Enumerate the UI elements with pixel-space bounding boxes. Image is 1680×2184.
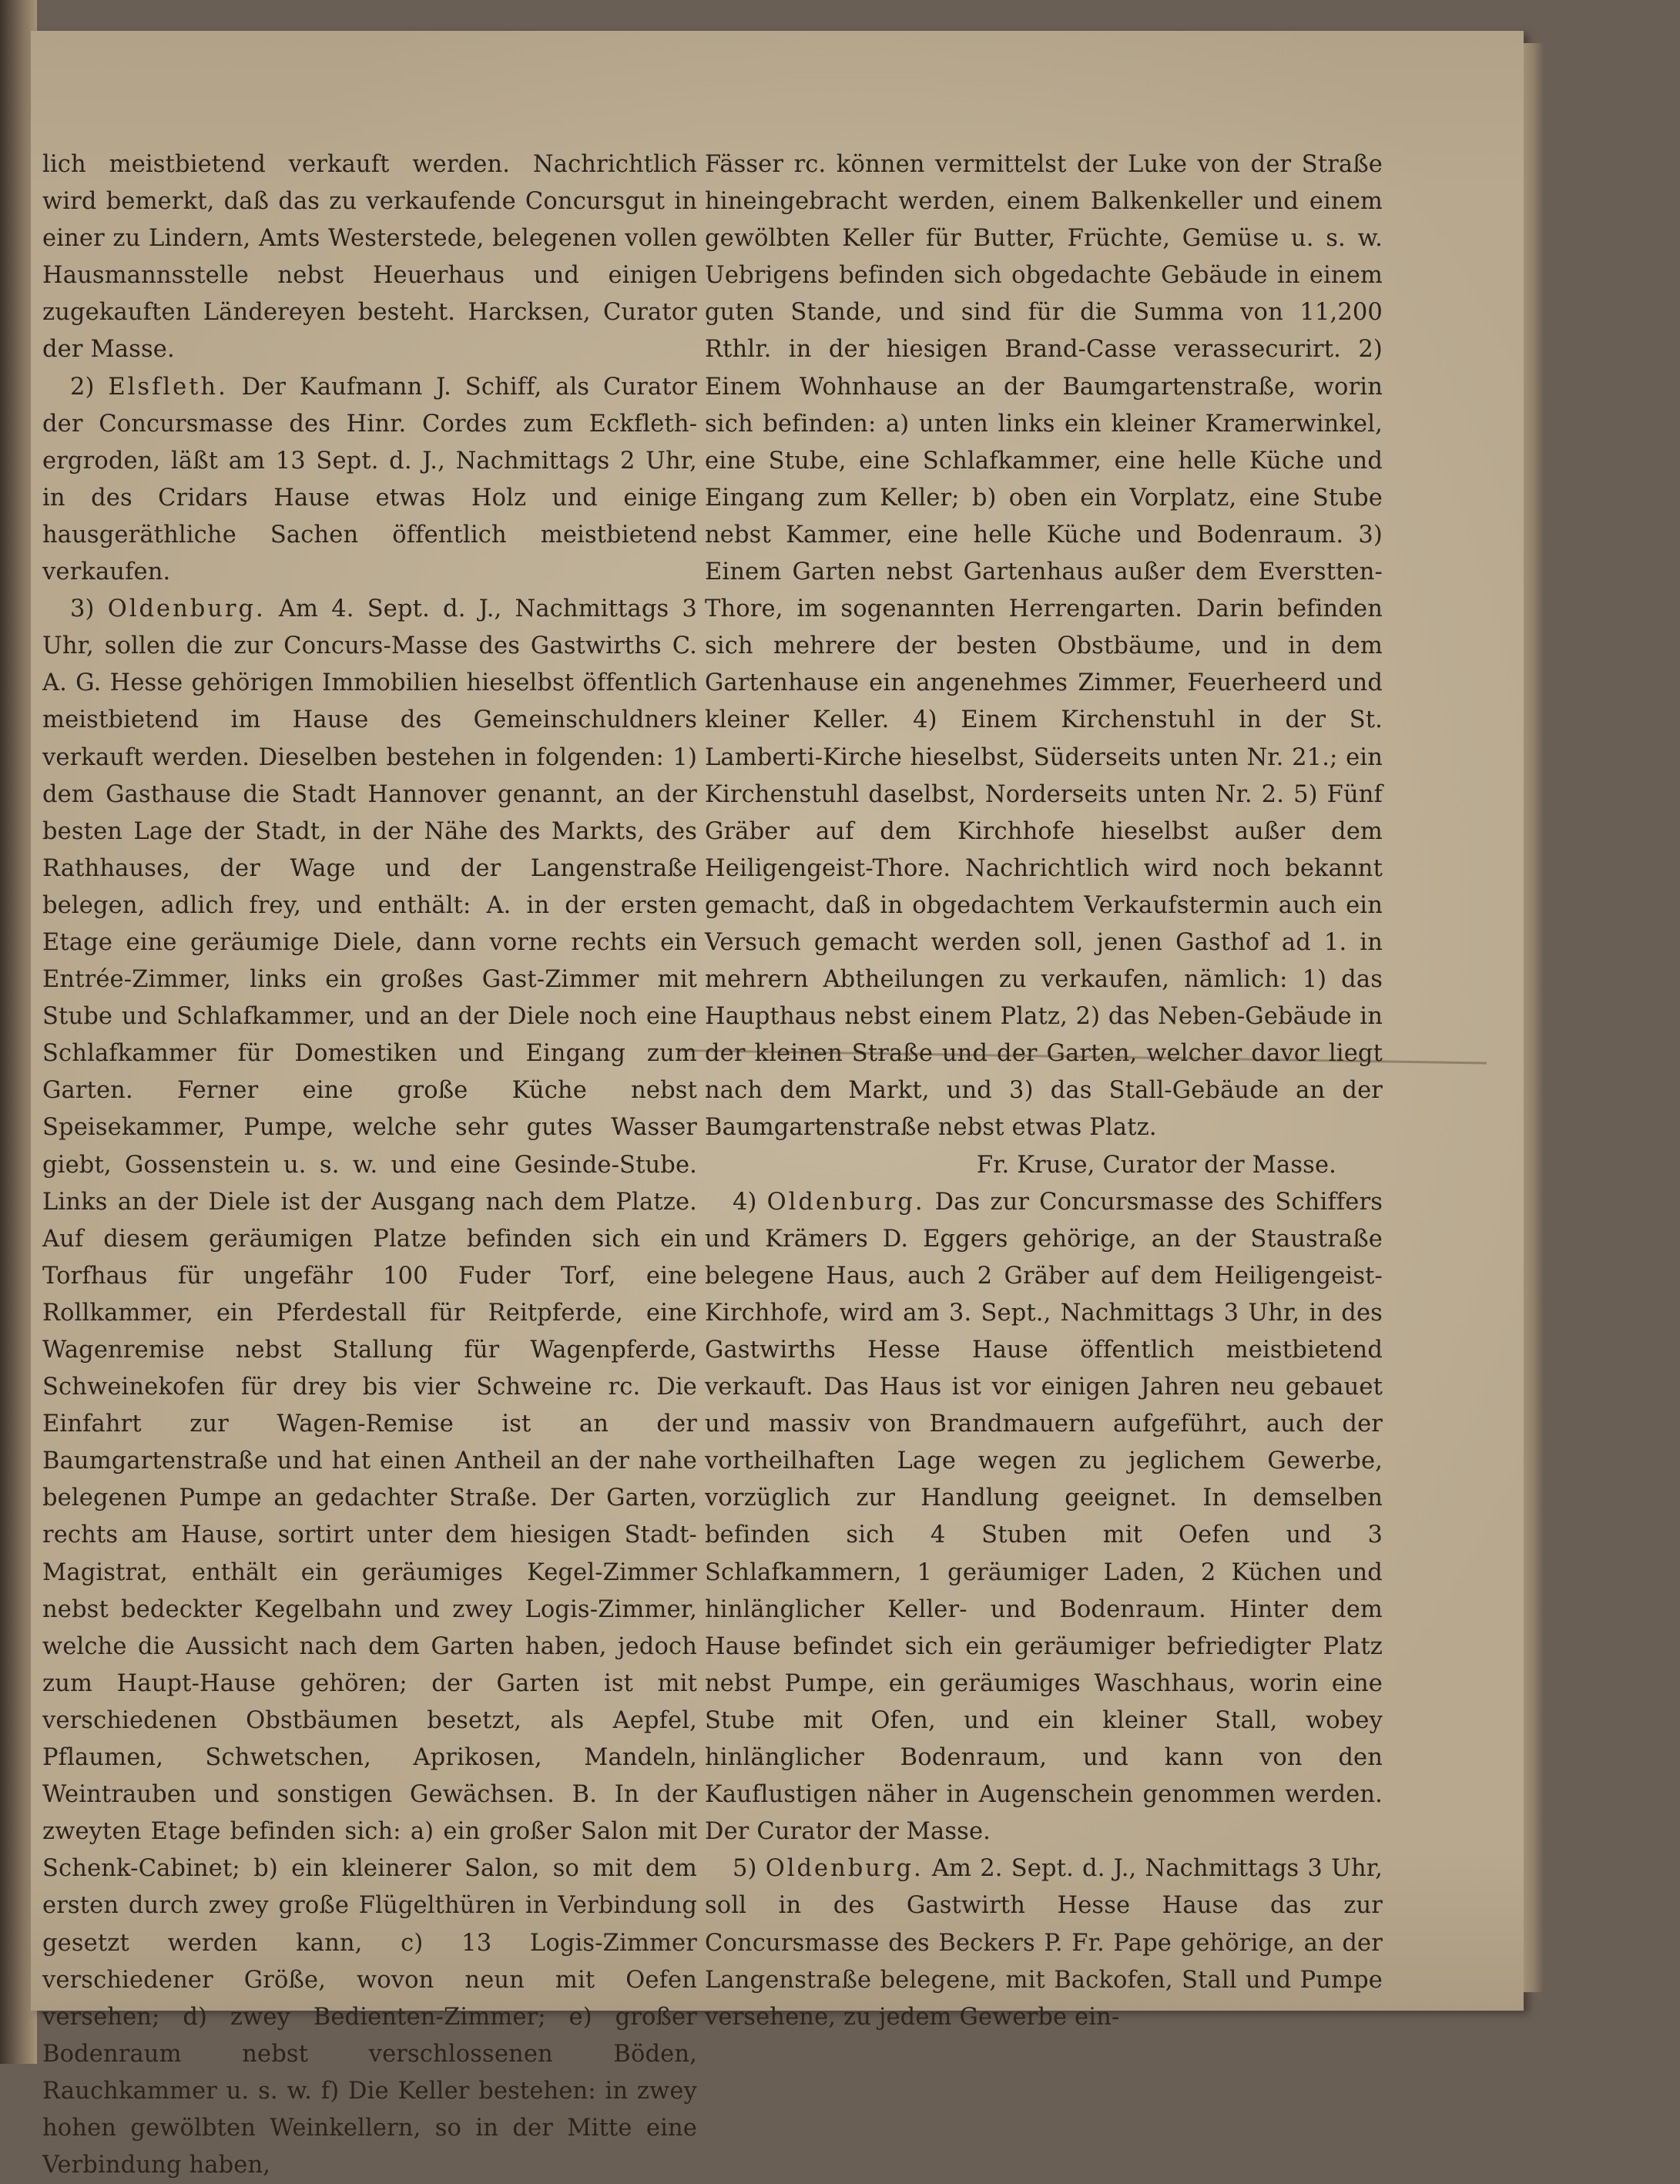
notice-text: Am 4. Sept. d. J., Nachmittags 3 Uhr, sollen die zur Concurs-Masse des Gastwirths C. A. G. Hesse gehörigen Immobilien hieselbst öffentlich meistbietend im Hause des Gemeinschuldners verkauft werden. Dieselben bestehen in folgenden: 1) dem Gasthause die Stadt Hannover genannt, an der besten Lage der Stadt, in der Nähe des Markts, des Rathhauses, der Wage und der Langenstraße belegen, adlich frey, und enthält: A. in der ersten Etage eine geräumige Diele, dann vorne rechts ein Entrée-Zimmer, links ein großes Gast-Zimmer mit Stube und Schlafkammer, und an der Diele noch eine Schlafkammer für Domestiken und Eingang zum Garten. Ferner eine große Küche nebst Speisekammer, Pumpe, welche sehr gutes Wasser giebt, Gossenstein u. s. w. und eine Gesinde-Stube. Links an der Diele ist der Ausgang nach dem Platze. Auf diesem geräumigen Platze befinden sich ein Torfhaus für ungefähr 100 Fuder Torf, eine Rollkammer, ein Pferdestall für Reitpferde, eine Wagenremise nebst Stallung für Wagenpferde, Schweinekofen für drey bis vier Schweine rc. Die Einfahrt zur Wagen-Remise ist an der Baumgartenstraße und hat einen Antheil an der nahe belegenen Pumpe an gedachter Straße. Der Garten, rechts am Hause, sortirt unter dem hiesigen Stadt-Magistrat, enthält ein geräumiges Kegel-Zimmer nebst bedeckter Kegelbahn und zwey Logis-Zimmer, welche die Aussicht nach dem Garten haben, jedoch zum Haupt-Hause gehören; der Garten ist mit verschiedenen Obstbäumen besetzt, als Aepfel, Pflaumen, Schwetschen, Aprikosen, Mandeln, Weintrauben und sonstigen Gewächsen. B. In der zweyten Etage befinden sich: a) ein großer Salon mit Schenk-Cabinet; b) ein kleinerer Salon, so mit dem ersten durch zwey große Flügelthüren in Verbindung gesetzt werden kann, c) 13 Logis-Zimmer verschiedener Größe, wovon neun mit Oefen versehen; d) zwey Bedienten-Zimmer; e) großer Bodenraum nebst verschlossenen Böden, Rauchkammer u. s. w. f) Die Keller bestehen: in zwey hohen gewölbten Weinkellern, so in der Mitte eine Verbindung haben, <box>42 595 697 2179</box>
notice-oldenburg-3 <box>42 591 697 2184</box>
right-paragraph-1: Fässer rc. können vermittelst der Luke von der Straße hineingebracht werden, einem Balkenkeller und einem gewölbten Keller für Butter, Früchte, Gemüse u. s. w. Uebrigens befinden sich obgedachte Gebäude in einem guten Stande, und sind für die Summa von 11,200 Rthlr. in der hiesigen Brand-Casse verassecurirt. 2) Einem Wohnhause an der Baumgartenstraße, worin sich befinden: a) unten links ein kleiner Kramerwinkel, eine Stube, eine Schlafkammer, eine helle Küche und Eingang zum Keller; b) oben ein Vorplatz, eine Stube nebst Kammer, eine helle Küche und Bodenraum. 3) Einem Garten nebst Gartenhaus außer dem Everstten-Thore, im sogenannten Herrengarten. Darin befinden sich mehrere der besten Obstbäume, und in dem Gartenhause ein angenehmes Zimmer, Feuerheerd und kleiner Keller. 4) Einem Kirchenstuhl in der St. Lamberti-Kirche hieselbst, Süderseits unten Nr. 21.; ein Kirchenstuhl daselbst, Norderseits unten Nr. 2. 5) Fünf Gräber auf dem Kirchhofe hieselbst außer dem Heiligengeist-Thore. Nachrichtlich wird noch bekannt gemacht, daß in obgedachtem Verkaufstermin auch ein Versuch gemacht werden soll, jenen Gasthof ad 1. in mehrern Abtheilungen zu verkaufen, nämlich: 1) das Haupthaus nebst einem Platz, 2) das Neben-Gebäude in der kleinen Straße und der Garten, welcher davor liegt nach dem Markt, und 3) das Stall-Gebäude an der Baumgartenstraße nebst etwas Platz. <box>705 151 1383 1142</box>
notice-oldenburg-5 <box>705 1850 1383 2035</box>
notice-text: Am 2. Sept. d. J., Nachmittags 3 Uhr, soll in des Gastwirth Hesse Hause das zur Concursmasse des Beckers P. Fr. Pape gehörige, an der Langenstraße belegene, mit Backofen, Stall und Pumpe versehene, zu jedem Gewerbe ein- <box>705 1855 1383 2031</box>
page-edge-shadow <box>1524 43 1544 1992</box>
notice-place: Oldenburg. <box>107 595 266 623</box>
curator-signature: Fr. Kruse, Curator der Masse. <box>976 1151 1336 1179</box>
right-text-column <box>705 146 1383 2036</box>
notice-text: Das zur Concursmasse des Schiffers und Krämers D. Eggers gehörige, an der Staustraße belegene Haus, auch 2 Gräber auf dem Heiligengeist-Kirchhofe, wird am 3. Sept., Nachmittags 3 Uhr, in des Gastwirths Hesse Hause öffentlich meistbietend verkauft. Das Haus ist vor einigen Jahren neu gebauet und massiv von Brandmauern aufgeführt, auch der vortheilhaften Lage wegen zu jeglichem Gewerbe, vorzüglich zur Handlung geeignet. In demselben befinden sich 4 Stuben mit Oefen und 3 Schlafkammern, 1 geräumiger Laden, 2 Küchen und hinlänglicher Keller- und Bodenraum. Hinter dem Hause befindet sich ein geräumiger befriedigter Platz nebst Pumpe, ein geräumiges Waschhaus, worin eine Stube mit Ofen, und ein kleiner Stall, wobey hinlänglicher Bodenraum, und kann von den Kauflustigen näher in Augenschein genommen werden. Der Curator der Masse. <box>705 1188 1383 1846</box>
left-text-column <box>42 146 697 2184</box>
notice-oldenburg-4 <box>705 1184 1383 1851</box>
notice-place: Oldenburg. <box>766 1188 925 1216</box>
notice-place: Elsfleth. <box>108 373 228 401</box>
notice-number: 3) <box>70 595 95 623</box>
notice-place: Oldenburg. <box>765 1855 924 1883</box>
notice-number: 5) <box>733 1855 757 1883</box>
notice-text: Der Kaufmann J. Schiff, als Curator der Concursmasse des Hinr. Cordes zum Eckflethergroden, läßt am 13 Sept. d. J., Nachmittags 2 Uhr, in des Cridars Hause etwas Holz und einige hausgeräthliche Sachen öffentlich meistbietend verkaufen. <box>42 373 697 586</box>
notice-elsfleth <box>42 369 697 592</box>
notice-number: 4) <box>733 1188 757 1216</box>
left-paragraph-1: lich meistbietend verkauft werden. Nachrichtlich wird bemerkt, daß das zu verkaufende Concursgut in einer zu Lindern, Amts Westerstede, belegenen vollen Hausmannsstelle nebst Heuerhaus und einigen zugekauften Ländereyen besteht. Harcksen, Curator der Masse. <box>42 151 697 364</box>
notice-number: 2) <box>70 373 95 401</box>
